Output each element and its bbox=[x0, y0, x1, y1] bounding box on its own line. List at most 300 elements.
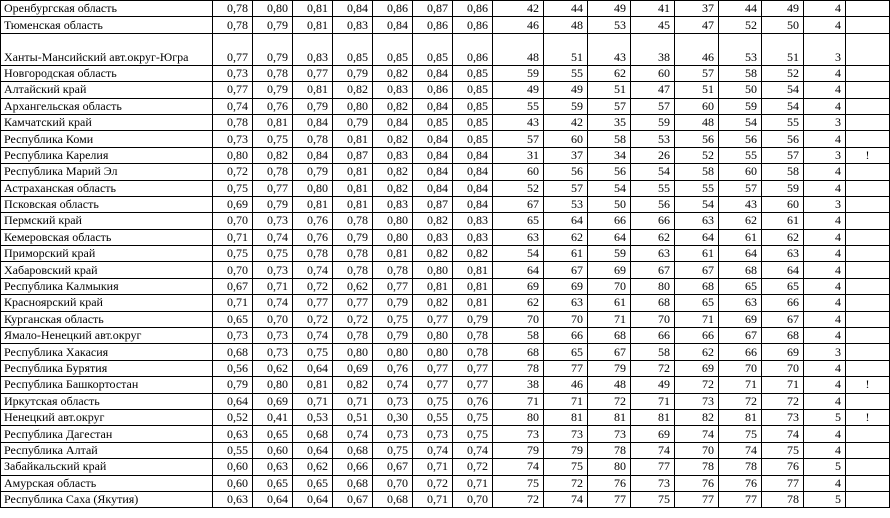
rank-value-cell: 52 bbox=[762, 65, 804, 81]
rank-value-cell: 4 bbox=[804, 246, 846, 262]
rank-value-cell: 79 bbox=[588, 360, 631, 376]
index-value-cell: 0,86 bbox=[413, 17, 453, 33]
index-value-cell: 0,55 bbox=[413, 409, 453, 425]
index-value-cell: 0,68 bbox=[373, 491, 413, 507]
rank-value-cell: 65 bbox=[762, 278, 804, 294]
flag-mark-cell bbox=[846, 426, 890, 442]
table-row bbox=[1, 196, 890, 212]
index-value-cell: 0,76 bbox=[253, 98, 293, 114]
rank-value-cell: 4 bbox=[804, 180, 846, 196]
rank-value-cell: 73 bbox=[762, 409, 804, 425]
rank-value-cell: 72 bbox=[719, 393, 762, 409]
rank-value-cell: 49 bbox=[588, 1, 631, 17]
flag-mark-cell bbox=[846, 475, 890, 491]
index-value-cell: 0,74 bbox=[213, 98, 253, 114]
rank-value-cell: 4 bbox=[804, 360, 846, 376]
index-value-cell: 0,75 bbox=[293, 344, 333, 360]
rank-value-cell: 43 bbox=[719, 196, 762, 212]
index-value-cell: 0,78 bbox=[333, 262, 373, 278]
rank-value-cell: 53 bbox=[631, 131, 675, 147]
index-value-cell: 0,77 bbox=[213, 82, 253, 98]
index-value-cell: 0,65 bbox=[253, 475, 293, 491]
flag-mark-cell: ! bbox=[846, 409, 890, 425]
flag-mark-cell bbox=[846, 213, 890, 229]
rank-value-cell: 80 bbox=[493, 409, 544, 425]
rank-value-cell: 46 bbox=[493, 17, 544, 33]
index-value-cell: 0,80 bbox=[253, 1, 293, 17]
rank-value-cell: 65 bbox=[544, 344, 588, 360]
index-value-cell: 0,72 bbox=[213, 164, 253, 180]
rank-value-cell: 44 bbox=[544, 1, 588, 17]
flag-mark-cell bbox=[846, 33, 890, 65]
table-row bbox=[1, 229, 890, 245]
rank-value-cell: 60 bbox=[762, 196, 804, 212]
index-value-cell: 0,85 bbox=[453, 65, 493, 81]
rank-value-cell: 61 bbox=[588, 295, 631, 311]
rank-value-cell: 75 bbox=[631, 491, 675, 507]
rank-value-cell: 70 bbox=[544, 311, 588, 327]
index-value-cell: 0,82 bbox=[373, 131, 413, 147]
index-value-cell: 0,79 bbox=[293, 98, 333, 114]
rank-value-cell: 64 bbox=[762, 262, 804, 278]
rank-value-cell: 76 bbox=[675, 475, 719, 491]
rank-value-cell: 4 bbox=[804, 442, 846, 458]
index-value-cell: 0,83 bbox=[413, 229, 453, 245]
region-name-cell: Иркутская область bbox=[1, 393, 213, 409]
index-value-cell: 0,81 bbox=[293, 196, 333, 212]
rank-value-cell: 4 bbox=[804, 229, 846, 245]
index-value-cell: 0,83 bbox=[293, 33, 333, 65]
index-value-cell: 0,78 bbox=[213, 114, 253, 130]
rank-value-cell: 80 bbox=[631, 278, 675, 294]
rank-value-cell: 5 bbox=[804, 459, 846, 475]
region-name-cell: Ненецкий авт.округ bbox=[1, 409, 213, 425]
rank-value-cell: 56 bbox=[544, 164, 588, 180]
table-row bbox=[1, 262, 890, 278]
region-name-cell: Республика Алтай bbox=[1, 442, 213, 458]
index-value-cell: 0,80 bbox=[373, 344, 413, 360]
index-value-cell: 0,80 bbox=[293, 180, 333, 196]
rank-value-cell: 34 bbox=[588, 147, 631, 163]
table-row bbox=[1, 311, 890, 327]
index-value-cell: 0,82 bbox=[373, 98, 413, 114]
index-value-cell: 0,86 bbox=[453, 17, 493, 33]
region-name-cell: Республика Саха (Якутия) bbox=[1, 491, 213, 507]
index-value-cell: 0,82 bbox=[453, 246, 493, 262]
index-value-cell: 0,75 bbox=[253, 131, 293, 147]
index-value-cell: 0,69 bbox=[213, 196, 253, 212]
rank-value-cell: 48 bbox=[588, 377, 631, 393]
rank-value-cell: 49 bbox=[762, 1, 804, 17]
index-value-cell: 0,85 bbox=[453, 114, 493, 130]
rank-value-cell: 54 bbox=[631, 164, 675, 180]
rank-value-cell: 66 bbox=[719, 344, 762, 360]
rank-value-cell: 75 bbox=[762, 442, 804, 458]
region-name-cell: Красноярский край bbox=[1, 295, 213, 311]
index-value-cell: 0,78 bbox=[333, 213, 373, 229]
flag-mark-cell bbox=[846, 196, 890, 212]
flag-mark-cell bbox=[846, 328, 890, 344]
rank-value-cell: 51 bbox=[544, 33, 588, 65]
rank-value-cell: 68 bbox=[588, 328, 631, 344]
rank-value-cell: 69 bbox=[493, 278, 544, 294]
rank-value-cell: 56 bbox=[762, 131, 804, 147]
region-name-cell: Курганская область bbox=[1, 311, 213, 327]
table-row bbox=[1, 491, 890, 507]
index-value-cell: 0,83 bbox=[453, 213, 493, 229]
index-value-cell: 0,64 bbox=[293, 491, 333, 507]
index-value-cell: 0,79 bbox=[213, 377, 253, 393]
rank-value-cell: 59 bbox=[588, 246, 631, 262]
rank-value-cell: 35 bbox=[588, 114, 631, 130]
rank-value-cell: 70 bbox=[588, 278, 631, 294]
index-value-cell: 0,73 bbox=[373, 426, 413, 442]
index-value-cell: 0,74 bbox=[293, 328, 333, 344]
index-value-cell: 0,85 bbox=[333, 33, 373, 65]
rank-value-cell: 76 bbox=[762, 459, 804, 475]
rank-value-cell: 43 bbox=[588, 33, 631, 65]
index-value-cell: 0,62 bbox=[293, 459, 333, 475]
rank-value-cell: 71 bbox=[544, 393, 588, 409]
rank-value-cell: 66 bbox=[762, 295, 804, 311]
index-value-cell: 0,77 bbox=[293, 65, 333, 81]
index-value-cell: 0,83 bbox=[373, 196, 413, 212]
index-value-cell: 0,85 bbox=[453, 98, 493, 114]
rank-value-cell: 67 bbox=[588, 344, 631, 360]
rank-value-cell: 58 bbox=[493, 328, 544, 344]
index-value-cell: 0,74 bbox=[453, 442, 493, 458]
rank-value-cell: 45 bbox=[631, 17, 675, 33]
index-value-cell: 0,81 bbox=[333, 196, 373, 212]
region-name-cell: Астраханская область bbox=[1, 180, 213, 196]
table-row bbox=[1, 278, 890, 294]
index-value-cell: 0,81 bbox=[293, 82, 333, 98]
rank-value-cell: 64 bbox=[719, 246, 762, 262]
table-row bbox=[1, 147, 890, 163]
index-value-cell: 0,84 bbox=[373, 17, 413, 33]
index-value-cell: 0,80 bbox=[413, 344, 453, 360]
index-value-cell: 0,81 bbox=[453, 278, 493, 294]
index-value-cell: 0,77 bbox=[333, 295, 373, 311]
rank-value-cell: 41 bbox=[631, 1, 675, 17]
rank-value-cell: 62 bbox=[762, 229, 804, 245]
index-value-cell: 0,79 bbox=[253, 33, 293, 65]
table-row bbox=[1, 213, 890, 229]
rank-value-cell: 77 bbox=[762, 475, 804, 491]
region-name-cell: Оренбургская область bbox=[1, 1, 213, 17]
index-value-cell: 0,68 bbox=[333, 475, 373, 491]
rank-value-cell: 69 bbox=[631, 426, 675, 442]
index-value-cell: 0,78 bbox=[253, 65, 293, 81]
flag-mark-cell bbox=[846, 17, 890, 33]
index-value-cell: 0,79 bbox=[373, 295, 413, 311]
index-value-cell: 0,63 bbox=[213, 426, 253, 442]
rank-value-cell: 58 bbox=[588, 131, 631, 147]
index-value-cell: 0,73 bbox=[253, 328, 293, 344]
index-value-cell: 0,77 bbox=[373, 278, 413, 294]
rank-value-cell: 78 bbox=[719, 459, 762, 475]
index-value-cell: 0,84 bbox=[413, 147, 453, 163]
index-value-cell: 0,80 bbox=[333, 98, 373, 114]
rank-value-cell: 57 bbox=[544, 180, 588, 196]
rank-value-cell: 4 bbox=[804, 164, 846, 180]
rank-value-cell: 70 bbox=[719, 360, 762, 376]
index-value-cell: 0,81 bbox=[333, 180, 373, 196]
index-value-cell: 0,78 bbox=[453, 328, 493, 344]
index-value-cell: 0,81 bbox=[333, 131, 373, 147]
rank-value-cell: 55 bbox=[544, 65, 588, 81]
index-value-cell: 0,82 bbox=[373, 65, 413, 81]
index-value-cell: 0,70 bbox=[453, 491, 493, 507]
index-value-cell: 0,73 bbox=[213, 65, 253, 81]
index-value-cell: 0,82 bbox=[333, 82, 373, 98]
rank-value-cell: 69 bbox=[588, 262, 631, 278]
index-value-cell: 0,77 bbox=[453, 377, 493, 393]
index-value-cell: 0,84 bbox=[413, 98, 453, 114]
rank-value-cell: 70 bbox=[631, 311, 675, 327]
rank-value-cell: 42 bbox=[493, 1, 544, 17]
index-value-cell: 0,86 bbox=[413, 82, 453, 98]
rank-value-cell: 62 bbox=[544, 229, 588, 245]
flag-mark-cell bbox=[846, 491, 890, 507]
rank-value-cell: 43 bbox=[493, 114, 544, 130]
flag-mark-cell: ! bbox=[846, 377, 890, 393]
flag-mark-cell bbox=[846, 1, 890, 17]
rank-value-cell: 3 bbox=[804, 33, 846, 65]
index-value-cell: 0,70 bbox=[253, 311, 293, 327]
rank-value-cell: 47 bbox=[631, 82, 675, 98]
index-value-cell: 0,84 bbox=[373, 114, 413, 130]
index-value-cell: 0,76 bbox=[373, 360, 413, 376]
index-value-cell: 0,73 bbox=[253, 344, 293, 360]
rank-value-cell: 59 bbox=[631, 114, 675, 130]
flag-mark-cell bbox=[846, 246, 890, 262]
rank-value-cell: 73 bbox=[588, 426, 631, 442]
region-name-cell: Приморский край bbox=[1, 246, 213, 262]
rank-value-cell: 71 bbox=[493, 393, 544, 409]
index-value-cell: 0,55 bbox=[213, 442, 253, 458]
table-row bbox=[1, 246, 890, 262]
index-value-cell: 0,71 bbox=[213, 295, 253, 311]
rank-value-cell: 74 bbox=[762, 426, 804, 442]
index-value-cell: 0,80 bbox=[413, 328, 453, 344]
rank-value-cell: 38 bbox=[493, 377, 544, 393]
rank-value-cell: 68 bbox=[675, 278, 719, 294]
index-value-cell: 0,70 bbox=[213, 213, 253, 229]
index-value-cell: 0,84 bbox=[413, 131, 453, 147]
table-row bbox=[1, 33, 890, 65]
index-value-cell: 0,71 bbox=[413, 459, 453, 475]
region-name-cell: Республика Дагестан bbox=[1, 426, 213, 442]
rank-value-cell: 4 bbox=[804, 328, 846, 344]
region-name-cell: Забайкальский край bbox=[1, 459, 213, 475]
rank-value-cell: 37 bbox=[544, 147, 588, 163]
table-row bbox=[1, 360, 890, 376]
index-value-cell: 0,82 bbox=[413, 213, 453, 229]
rank-value-cell: 4 bbox=[804, 213, 846, 229]
rank-value-cell: 63 bbox=[544, 295, 588, 311]
index-value-cell: 0,78 bbox=[333, 246, 373, 262]
index-value-cell: 0,74 bbox=[253, 229, 293, 245]
rank-value-cell: 54 bbox=[493, 246, 544, 262]
rank-value-cell: 4 bbox=[804, 17, 846, 33]
table-row bbox=[1, 442, 890, 458]
rank-value-cell: 4 bbox=[804, 278, 846, 294]
rank-value-cell: 65 bbox=[675, 295, 719, 311]
rank-value-cell: 72 bbox=[762, 393, 804, 409]
index-value-cell: 0,62 bbox=[253, 360, 293, 376]
rank-value-cell: 71 bbox=[588, 311, 631, 327]
index-value-cell: 0,72 bbox=[413, 475, 453, 491]
rank-value-cell: 50 bbox=[762, 17, 804, 33]
index-value-cell: 0,79 bbox=[453, 311, 493, 327]
index-value-cell: 0,79 bbox=[333, 229, 373, 245]
rank-value-cell: 67 bbox=[762, 311, 804, 327]
index-value-cell: 0,74 bbox=[293, 262, 333, 278]
table-row bbox=[1, 426, 890, 442]
rank-value-cell: 64 bbox=[588, 229, 631, 245]
flag-mark-cell bbox=[846, 295, 890, 311]
region-name-cell: Хабаровский край bbox=[1, 262, 213, 278]
index-value-cell: 0,85 bbox=[453, 131, 493, 147]
index-value-cell: 0,84 bbox=[293, 114, 333, 130]
rank-value-cell: 3 bbox=[804, 344, 846, 360]
index-value-cell: 0,52 bbox=[213, 409, 253, 425]
region-name-cell: Амурская область bbox=[1, 475, 213, 491]
index-value-cell: 0,64 bbox=[213, 393, 253, 409]
rank-value-cell: 61 bbox=[675, 246, 719, 262]
index-value-cell: 0,68 bbox=[213, 344, 253, 360]
index-value-cell: 0,67 bbox=[213, 278, 253, 294]
rank-value-cell: 63 bbox=[675, 213, 719, 229]
index-value-cell: 0,30 bbox=[373, 409, 413, 425]
rank-value-cell: 71 bbox=[719, 377, 762, 393]
rank-value-cell: 59 bbox=[719, 98, 762, 114]
rank-value-cell: 54 bbox=[675, 196, 719, 212]
rank-value-cell: 64 bbox=[493, 262, 544, 278]
index-value-cell: 0,78 bbox=[213, 17, 253, 33]
rank-value-cell: 81 bbox=[588, 409, 631, 425]
index-value-cell: 0,41 bbox=[253, 409, 293, 425]
index-value-cell: 0,70 bbox=[373, 475, 413, 491]
rank-value-cell: 75 bbox=[544, 459, 588, 475]
index-value-cell: 0,84 bbox=[413, 180, 453, 196]
index-value-cell: 0,53 bbox=[293, 409, 333, 425]
rank-value-cell: 56 bbox=[719, 131, 762, 147]
rank-value-cell: 62 bbox=[588, 65, 631, 81]
index-value-cell: 0,65 bbox=[253, 426, 293, 442]
rank-value-cell: 61 bbox=[719, 229, 762, 245]
table-row bbox=[1, 459, 890, 475]
flag-mark-cell bbox=[846, 65, 890, 81]
rank-value-cell: 59 bbox=[493, 65, 544, 81]
index-value-cell: 0,74 bbox=[333, 426, 373, 442]
rank-value-cell: 63 bbox=[493, 229, 544, 245]
index-value-cell: 0,71 bbox=[293, 393, 333, 409]
rank-value-cell: 68 bbox=[762, 328, 804, 344]
index-value-cell: 0,75 bbox=[453, 409, 493, 425]
rank-value-cell: 62 bbox=[493, 295, 544, 311]
index-value-cell: 0,85 bbox=[413, 33, 453, 65]
index-value-cell: 0,81 bbox=[293, 1, 333, 17]
index-value-cell: 0,60 bbox=[253, 442, 293, 458]
index-value-cell: 0,84 bbox=[453, 164, 493, 180]
rank-value-cell: 60 bbox=[631, 65, 675, 81]
rank-value-cell: 74 bbox=[675, 426, 719, 442]
rank-value-cell: 57 bbox=[719, 180, 762, 196]
rank-value-cell: 48 bbox=[493, 33, 544, 65]
table-row bbox=[1, 180, 890, 196]
index-value-cell: 0,80 bbox=[333, 344, 373, 360]
index-value-cell: 0,84 bbox=[453, 196, 493, 212]
rank-value-cell: 67 bbox=[719, 328, 762, 344]
table-row bbox=[1, 344, 890, 360]
region-name-cell: Кемеровская область bbox=[1, 229, 213, 245]
rank-value-cell: 53 bbox=[544, 196, 588, 212]
index-value-cell: 0,82 bbox=[413, 246, 453, 262]
index-value-cell: 0,77 bbox=[413, 311, 453, 327]
rank-value-cell: 66 bbox=[631, 213, 675, 229]
rank-value-cell: 56 bbox=[675, 131, 719, 147]
table-row bbox=[1, 393, 890, 409]
index-value-cell: 0,67 bbox=[373, 459, 413, 475]
rank-value-cell: 55 bbox=[719, 147, 762, 163]
index-value-cell: 0,80 bbox=[373, 229, 413, 245]
rank-value-cell: 66 bbox=[631, 328, 675, 344]
rank-value-cell: 68 bbox=[493, 344, 544, 360]
flag-mark-cell bbox=[846, 114, 890, 130]
rank-value-cell: 59 bbox=[762, 180, 804, 196]
rank-value-cell: 53 bbox=[719, 33, 762, 65]
rank-value-cell: 78 bbox=[588, 442, 631, 458]
index-value-cell: 0,71 bbox=[253, 278, 293, 294]
index-value-cell: 0,76 bbox=[293, 229, 333, 245]
flag-mark-cell bbox=[846, 459, 890, 475]
rank-value-cell: 65 bbox=[493, 213, 544, 229]
flag-mark-cell bbox=[846, 262, 890, 278]
region-name-cell: Тюменская область bbox=[1, 17, 213, 33]
flag-mark-cell bbox=[846, 278, 890, 294]
table-body bbox=[1, 1, 890, 508]
rank-value-cell: 52 bbox=[675, 147, 719, 163]
index-value-cell: 0,84 bbox=[413, 65, 453, 81]
index-value-cell: 0,78 bbox=[293, 131, 333, 147]
index-value-cell: 0,82 bbox=[333, 377, 373, 393]
flag-mark-cell bbox=[846, 82, 890, 98]
rank-value-cell: 4 bbox=[804, 262, 846, 278]
index-value-cell: 0,86 bbox=[453, 33, 493, 65]
index-value-cell: 0,78 bbox=[213, 1, 253, 17]
flag-mark-cell bbox=[846, 360, 890, 376]
rank-value-cell: 37 bbox=[675, 1, 719, 17]
rank-value-cell: 69 bbox=[544, 278, 588, 294]
index-value-cell: 0,79 bbox=[253, 82, 293, 98]
table-row bbox=[1, 98, 890, 114]
rank-value-cell: 81 bbox=[631, 409, 675, 425]
index-value-cell: 0,73 bbox=[213, 328, 253, 344]
index-value-cell: 0,84 bbox=[293, 147, 333, 163]
index-value-cell: 0,87 bbox=[333, 147, 373, 163]
index-value-cell: 0,75 bbox=[373, 311, 413, 327]
index-value-cell: 0,81 bbox=[453, 262, 493, 278]
table-row bbox=[1, 82, 890, 98]
rank-value-cell: 66 bbox=[588, 213, 631, 229]
index-value-cell: 0,83 bbox=[453, 229, 493, 245]
index-value-cell: 0,75 bbox=[413, 393, 453, 409]
region-name-cell: Республика Калмыкия bbox=[1, 278, 213, 294]
rank-value-cell: 56 bbox=[631, 196, 675, 212]
index-value-cell: 0,66 bbox=[333, 459, 373, 475]
